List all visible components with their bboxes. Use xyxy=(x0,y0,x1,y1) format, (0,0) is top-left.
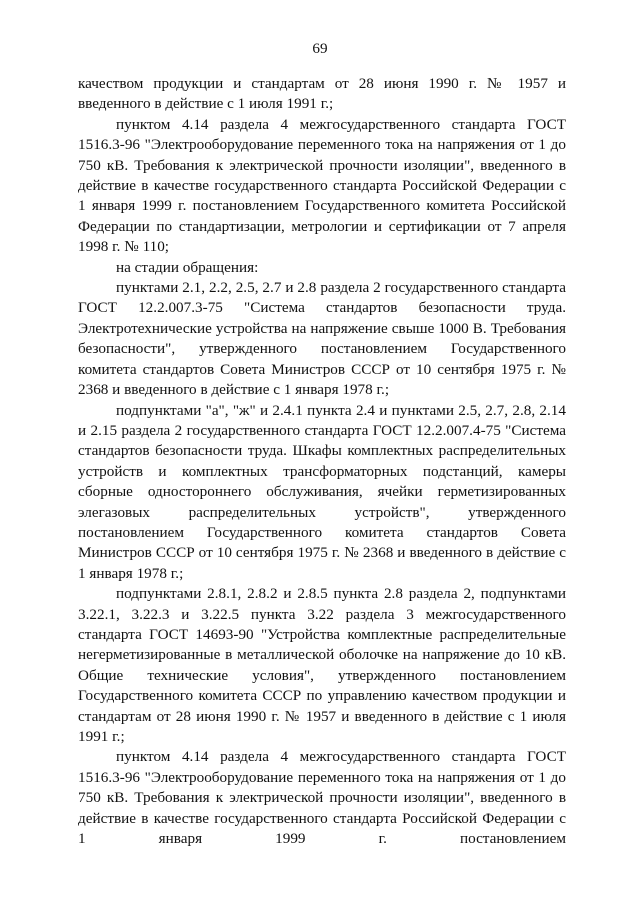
paragraph-continued: пунктом 4.14 раздела 4 межгосударственного стандарта ГОСТ 1516.3-96 "Электрооборудование переменного тока на напряжения от 1 до 750 кВ. Требования к электрической прочности изоляции", введенного в действие в качестве государственного стандарта Российской Федерации с 1 января 1999 г. постановлением xyxy=(78,748,566,848)
document-body xyxy=(78,74,566,849)
page-number: 69 xyxy=(312,40,328,57)
paragraph: пунктом 4.14 раздела 4 межгосударственного стандарта ГОСТ 1516.3-96 "Электрооборудование переменного тока на напряжения от 1 до 750 кВ. Требования к электрической прочности изоляции", введенного в действие в качестве государственного стандарта Российской Федерации с 1 января 1999 г. постановлением Государственного комитета Российской Федерации по стандартизации, метрологии и сертификации от 7 апреля 1998 г. № 110; xyxy=(78,115,566,256)
paragraph: подпунктами "а", "ж" и 2.4.1 пункта 2.4 и пунктами 2.5, 2.7, 2.8, 2.14 и 2.15 раздела 2 государственного стандарта ГОСТ 12.2.007.4-75 "Система стандартов безопасности труда. Шкафы комплектных распределительных устройств и комплектных трансформаторных подстанций, камеры сборные одностороннего обслуживания, ячейки герметизированных элегазовых распределительных устройств", утвержденного постановлением Государственного комитета стандартов Совета Министров СССР от 10 сентября 1975 г. № 2368 и введенного в действие с 1 января 1978 г.; xyxy=(78,401,566,582)
paragraph-continuation: качеством продукции и стандартам от 28 июня 1990 г. № 1957 и введенного в действие с 1 июля 1991 г.; xyxy=(78,75,566,113)
section-heading-circulation-stage: на стадии обращения: xyxy=(116,258,259,276)
paragraph: подпунктами 2.8.1, 2.8.2 и 2.8.5 пункта 2.8 раздела 2, подпунктами 3.22.1, 3.22.3 и 3.22.5 пункта 3.22 раздела 3 межгосударственного стандарта ГОСТ 14693-90 "Устройства комплектные распределительные негерметизированные в металлической оболочке на напряжение до 10 кВ. Общие технические условия", утвержденного постановлением Государственного комитета СССР по управлению качеством продукции и стандартам от 28 июня 1990 г. № 1957 и введенного в действие с 1 июля 1991 г.; xyxy=(78,585,566,745)
paragraph: пунктами 2.1, 2.2, 2.5, 2.7 и 2.8 раздела 2 государственного стандарта ГОСТ 12.2.007.3-75 "Система стандартов безопасности труда. Электротехнические устройства на напряжение свыше 1000 В. Требования безопасности", утвержденного постановлением Государственного комитета стандартов Совета Министров СССР от 10 сентября 1975 г. № 2368 и введенного в действие с 1 января 1978 г.; xyxy=(78,279,566,399)
